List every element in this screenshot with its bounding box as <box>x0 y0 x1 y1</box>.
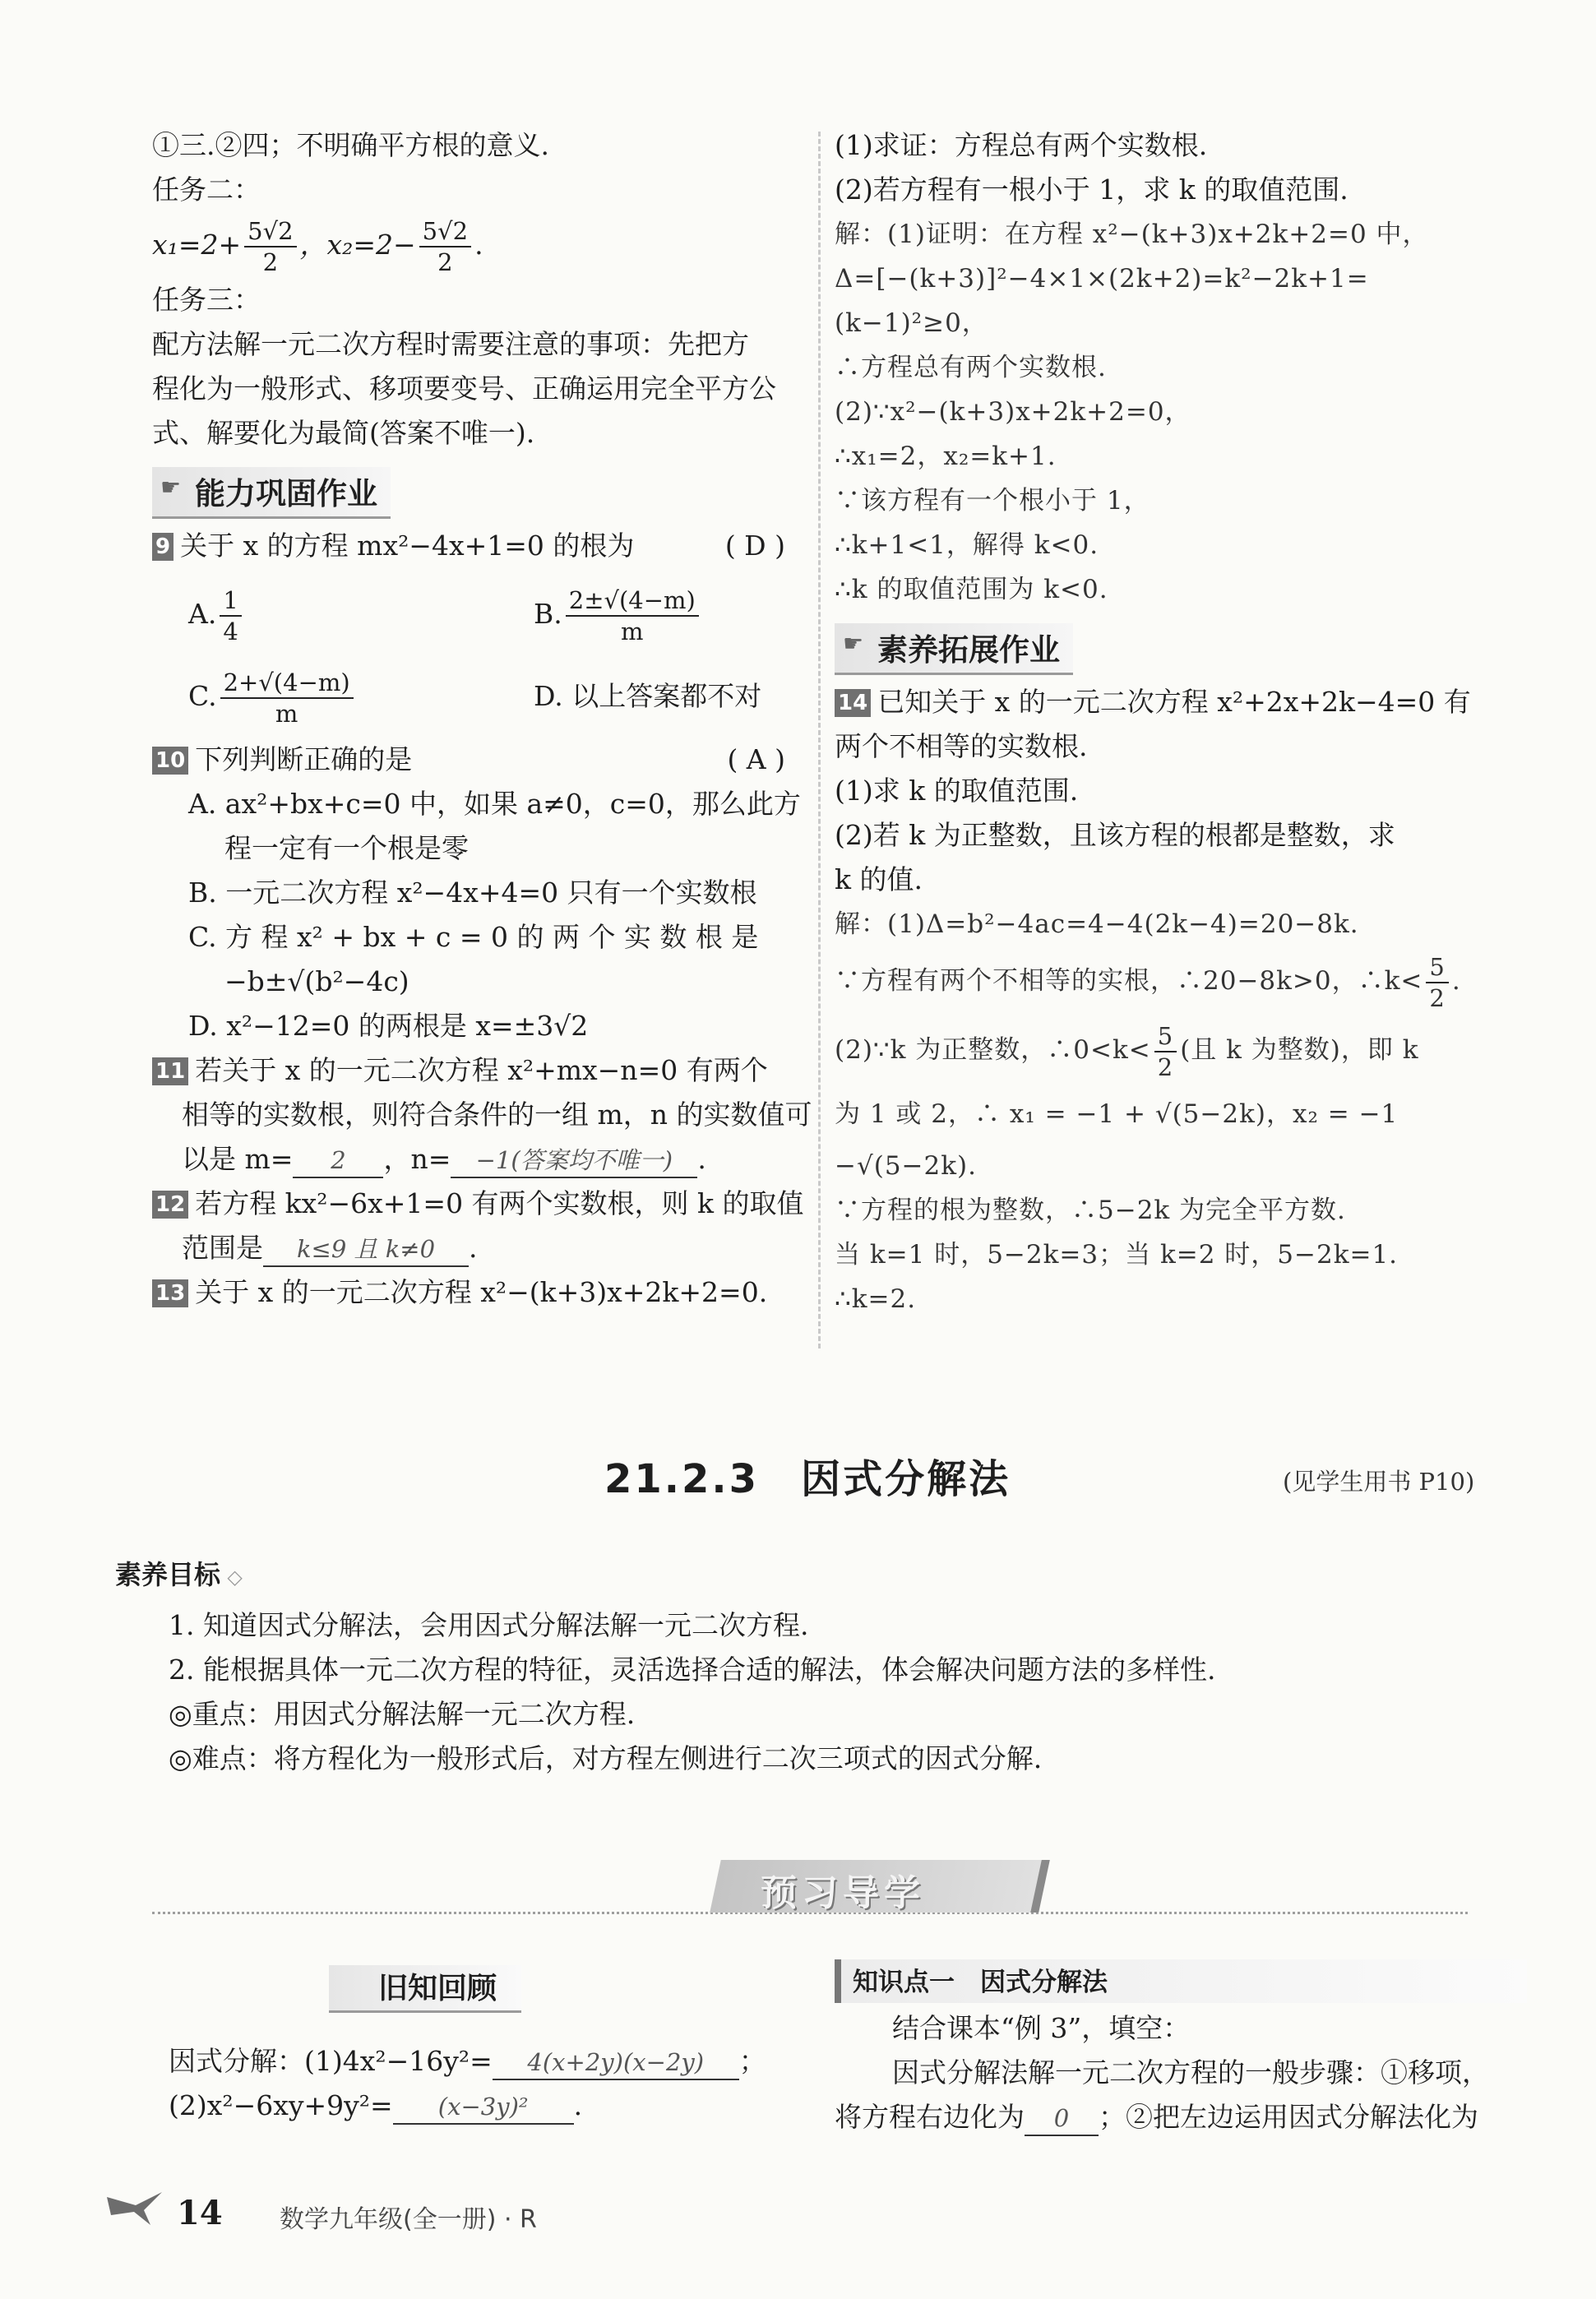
question-number: 9 <box>152 533 173 561</box>
question-9: 9 关于 x 的方程 mx²−4x+1=0 的根为 ( D ) <box>152 524 802 568</box>
task2-x2: ，x₂=2− <box>299 229 416 261</box>
answer-blank: (x−3y)² <box>393 2090 574 2125</box>
question-number: 11 <box>152 1057 188 1085</box>
q14-solution-line: −√(5−2k). <box>835 1151 977 1181</box>
pointing-hand-icon: ☛ <box>160 474 182 501</box>
q13-solution-line: ∴k 的取值范围为 k<0. <box>835 575 1108 604</box>
q13-part2: (2)若方程有一根小于 1，求 k 的取值范围. <box>835 173 1349 206</box>
goal-item: ◎重点：用因式分解法解一元二次方程. <box>169 1698 636 1730</box>
column-divider <box>818 132 821 1348</box>
review-line2: (2)x²−6xy+9y²= (x−3y)² . <box>169 2084 766 2128</box>
q13-solution-line: 解：(1)证明：在方程 x²−(k+3)x+2k+2=0 中， <box>835 220 1429 249</box>
section-ability: ☛ 能力巩固作业 <box>152 467 391 519</box>
task2-label: 任务二： <box>152 173 261 206</box>
q14-solution-line: ∴k=2. <box>835 1284 917 1314</box>
book-title: 数学九年级(全一册) · R <box>280 2205 537 2234</box>
question-11: 11 若关于 x 的一元二次方程 x²+mx−n=0 有两个 <box>152 1048 802 1093</box>
question-number: 12 <box>152 1191 188 1219</box>
q9-option-b: B. $\frac{2\pm√(4-m)}{m}$ <box>534 573 838 655</box>
question-14: 14 已知关于 x 的一元二次方程 x²+2x+2k−4=0 有 <box>835 680 1525 724</box>
task2-x1: x₁=2+ <box>152 229 242 261</box>
task3-line2: 程化为一般形式、移项要变号、正确运用完全平方公 <box>152 372 776 405</box>
q13-solution-line: ∴x₁=2，x₂=k+1. <box>835 442 1057 471</box>
knowledge-line3: 将方程右边化为 0 ；②把左边运用因式分解法化为 <box>835 2095 1525 2139</box>
q9-option-a: A. $\frac{1}{4}$ <box>188 573 534 655</box>
q14-line3: (1)求 k 的取值范围. <box>835 775 1079 807</box>
q14-solution-line: 当 k=1 时，5−2k=3；当 k=2 时，5−2k=1. <box>835 1240 1399 1270</box>
question-number: 10 <box>152 747 188 775</box>
q14-solution-line: 为 1 或 2，∴ x₁ = −1 + √(5−2k)，x₂ = −1 <box>835 1099 1399 1129</box>
q14-solution-line: 解：(1)Δ=b²−4ac=4−4(2k−4)=20−8k. <box>835 909 1359 939</box>
q13-solution-line: ∴方程总有两个实数根. <box>835 353 1107 382</box>
task3-line1: 配方法解一元二次方程时需要注意的事项：先把方 <box>152 328 749 360</box>
task2-frac2: $\frac{5√2}{2}$ <box>419 216 471 277</box>
answer-blank: 4(x+2y)(x−2y) <box>493 2046 739 2080</box>
knowledge-line1: 结合课本“例 3”，填空： <box>892 2012 1191 2044</box>
answer-blank: k≤9 且 k≠0 <box>263 1233 469 1267</box>
q9-option-d: D. 以上答案都不对 <box>534 680 762 712</box>
goal-item: 2. 能根据具体一元二次方程的特征，灵活选择合适的解法，体会解决问题方法的多样性. <box>169 1654 1216 1686</box>
q14-line2: 两个不相等的实数根. <box>835 730 1088 762</box>
section-title: 21.2.3 因式分解法 <box>604 1456 1011 1502</box>
bird-logo-icon <box>103 2187 169 2228</box>
knowledge-heading: 知识点一 因式分解法 <box>835 1959 1527 2003</box>
review-content <box>169 2039 766 2128</box>
q10-option-c-cont: −b±√(b²−4c) <box>224 965 409 997</box>
q13-solution-line: Δ=[−(k+3)]²−4×1×(2k+2)=k²−2k+1= <box>835 264 1369 294</box>
q14-solution-line: ∵方程的根为整数，∴5−2k 为完全平方数. <box>835 1196 1346 1225</box>
q14-line4: (2)若 k 为正整数，且该方程的根都是整数，求 <box>835 819 1395 851</box>
page-number: 14 <box>177 2194 223 2232</box>
q13-solution-line: ∴k+1<1，解得 k<0. <box>835 530 1099 560</box>
q13-solution-line: (2)∵x²−(k+3)x+2k+2=0， <box>835 397 1191 427</box>
question-10: 10 下列判断正确的是 ( A ) <box>152 738 802 782</box>
q10-option-a: A. ax²+bx+c=0 中，如果 a≠0，c=0，那么此方 <box>188 788 801 820</box>
task2-frac1: $\frac{5√2}{2}$ <box>244 216 296 277</box>
knowledge-line2: 因式分解法解一元二次方程的一般步骤：①移项， <box>892 2056 1489 2089</box>
answer: ( D ) <box>724 530 785 562</box>
section-extension: ☛ 素养拓展作业 <box>835 623 1073 675</box>
answer-blank: −1(答案均不唯一) <box>451 1144 697 1178</box>
task1-answer: ①三.②四；不明确平方根的意义. <box>152 129 549 161</box>
q13-solution-line: (k−1)²≥0， <box>835 308 988 338</box>
knowledge-content <box>835 2006 1525 2139</box>
q11-line2: 相等的实数根，则符合条件的一组 m，n 的实数值可 <box>182 1099 812 1131</box>
q12-line2: 范围是 k≤9 且 k≠0 . <box>152 1226 802 1270</box>
q10-option-c: C. 方 程 x² + bx + c = 0 的 两 个 实 数 根 是 <box>188 921 759 953</box>
goal-item: 1. 知道因式分解法，会用因式分解法解一元二次方程. <box>169 1609 809 1641</box>
section-reference: (见学生用书 P10) <box>1283 1468 1475 1496</box>
q13-part1: (1)求证：方程总有两个实数根. <box>835 129 1208 161</box>
answer-blank: 2 <box>293 1144 383 1178</box>
q14-solution-line: ∵方程有两个不相等的实根，∴20−8k>0，∴k< $\frac{5}{2}$ . <box>835 952 1461 1012</box>
task3-line3: 式、解要化为最简(答案不唯一). <box>152 417 535 449</box>
answer: ( A ) <box>727 743 785 775</box>
q9-options <box>152 573 802 738</box>
right-column <box>835 123 1525 1321</box>
task2-formula: x₁=2+ $\frac{5√2}{2}$ ，x₂=2− $\frac{5√2}{2}$ . <box>152 217 483 276</box>
question-number: 14 <box>835 689 871 717</box>
q10-option-d: D. x²−12=0 的两根是 x=±3√2 <box>188 1010 589 1042</box>
diamond-icon: ◇ <box>220 1566 243 1589</box>
q11-line3: 以是 m= 2 ，n= −1(答案均不唯一) . <box>152 1137 802 1182</box>
q9-option-c: C. $\frac{2+√(4-m)}{m}$ <box>188 655 534 738</box>
goals-heading: 素养目标 ◇ <box>115 1559 243 1590</box>
pointing-hand-icon: ☛ <box>843 630 864 657</box>
question-12: 12 若方程 kx²−6x+1=0 有两个实数根，则 k 的取值 <box>152 1182 802 1226</box>
goals-list <box>169 1603 1215 1781</box>
q10-option-a-cont: 程一定有一个根是零 <box>224 832 469 864</box>
review-line1: 因式分解：(1)4x²−16y²= 4(x+2y)(x−2y) ； <box>169 2039 766 2084</box>
question-13: 13 关于 x 的一元二次方程 x²−(k+3)x+2k+2=0. <box>152 1270 802 1315</box>
goal-item: ◎难点：将方程化为一般形式后，对方程左侧进行二次三项式的因式分解. <box>169 1742 1043 1774</box>
q14-solution-line: (2)∵k 为正整数，∴0<k< $\frac{5}{2}$ (且 k 为整数)，即 k <box>835 1021 1419 1081</box>
review-heading: 旧知回顾 <box>329 1965 521 2013</box>
banner-title: 预习导学 <box>761 1872 925 1914</box>
q13-solution-line: ∵该方程有一个根小于 1， <box>835 486 1150 516</box>
left-column <box>152 123 812 1315</box>
question-number: 13 <box>152 1279 188 1307</box>
task3-label: 任务三： <box>152 284 261 316</box>
q10-option-b: B. 一元二次方程 x²−4x+4=0 只有一个实数根 <box>188 877 757 909</box>
answer-blank: 0 <box>1025 2102 1099 2136</box>
q14-line5: k 的值. <box>835 863 923 895</box>
